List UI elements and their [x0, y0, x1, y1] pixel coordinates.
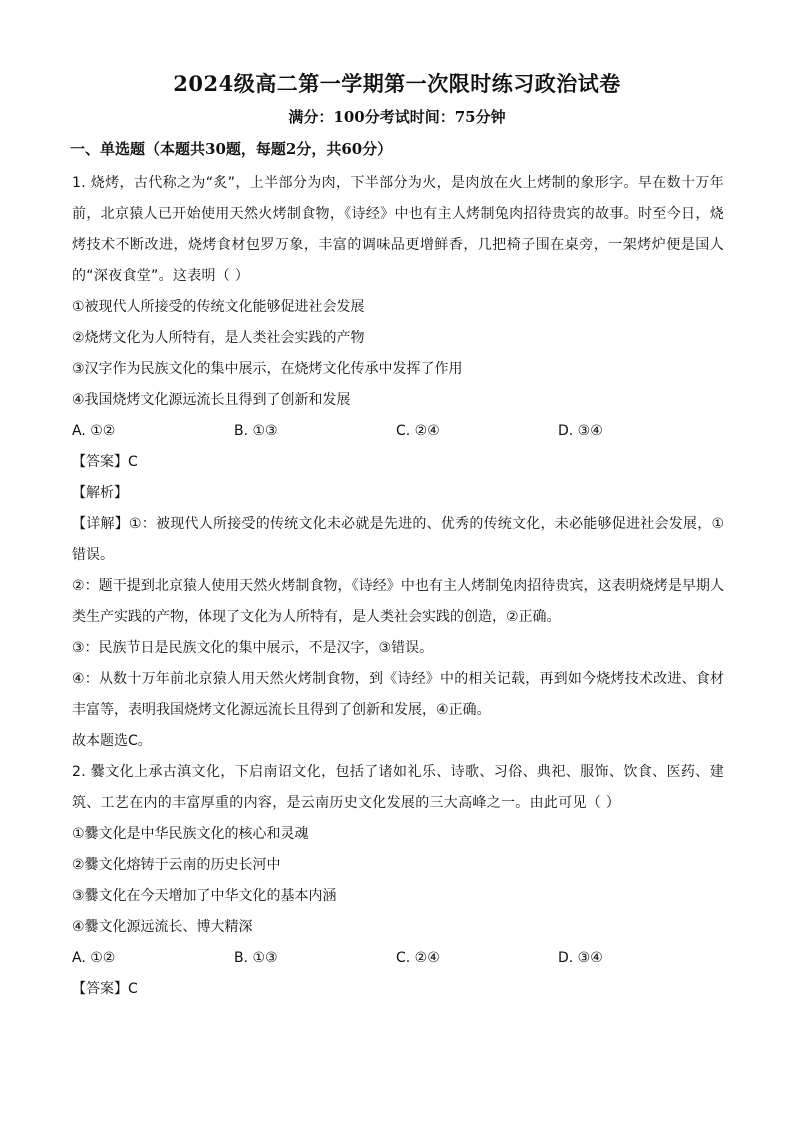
question-1-option-c: C. ②④ — [396, 423, 440, 439]
question-2-item-3: ③爨文化在今天增加了中华文化的基本内涵 — [72, 888, 337, 904]
answer-label: 【答案】 — [72, 981, 128, 997]
question-1-option-b: B. ①③ — [234, 423, 278, 439]
question-1-options — [72, 416, 724, 447]
question-1-detail-4: ④：从数十万年前北京猿人用天然火烤制食物，到《诗经》中的相关记载，再到如今烧烤技术改进、食材丰富等，表明我国烧烤文化源远流长且得到了创新和发展，④正确。 — [72, 671, 724, 718]
question-1-option-a: A. ①② — [72, 423, 116, 439]
answer-value: C — [128, 454, 138, 470]
question-1-detail-1 — [72, 509, 724, 571]
answer-label: 【答案】 — [72, 454, 128, 470]
question-2-stem: 2. 爨文化上承古滇文化，下启南诏文化，包括了诸如礼乐、诗歌、习俗、典祀、服饰、饮食、医药、建筑、工艺在内的丰富厚重的内容，是云南历史文化发展的三大高峰之一。由此可见（ ） — [72, 764, 724, 811]
detail-label: 【详解】 — [72, 516, 129, 532]
answer-value: C — [128, 981, 138, 997]
question-1-conclusion: 故本题选C。 — [72, 733, 152, 749]
question-2-options — [72, 943, 724, 974]
question-2-item-2: ②爨文化熔铸于云南的历史长河中 — [72, 857, 281, 873]
question-1-stem: 1. 烧烤，古代称之为“炙”，上半部分为肉，下半部分为火，是肉放在火上烤制的象形字。早在数十万年前，北京猿人已开始使用天然火烤制食物，《诗经》中也有主人烤制兔肉招待贵宾的故事。时至今日，烧烤技术不断改进，烧烤食材包罗万象，丰富的调味品更增鲜香，几把椅子围在桌旁，一架烤炉便是国人的“深夜食堂”。这表明（ ） — [72, 175, 724, 284]
question-1-analysis-label: 【解析】 — [72, 485, 128, 501]
question-1-item-2: ②烧烤文化为人所特有，是人类社会实践的产物 — [72, 330, 365, 346]
question-1-detail-2: ②：题干提到北京猿人使用天然火烤制食物，《诗经》中也有主人烤制兔肉招待贵宾，这表明烧烤是早期人类生产实践的产物，体现了文化为人所特有，是人类社会实践的创造，②正确。 — [72, 578, 724, 625]
question-2-option-a: A. ①② — [72, 950, 116, 966]
question-2-option-c: C. ②④ — [396, 950, 440, 966]
question-2-answer — [72, 974, 724, 1005]
question-1-detail-3: ③：民族节日是民族文化的集中展示，不是汉字，③错误。 — [72, 640, 434, 656]
detail-text: ①：被现代人所接受的传统文化未必就是先进的、优秀的传统文化，未必能够促进社会发展，①错误。 — [72, 516, 724, 563]
question-1-item-4: ④我国烧烤文化源远流长且得到了创新和发展 — [72, 392, 351, 408]
question-1-answer — [72, 447, 724, 478]
question-2-item-1: ①爨文化是中华民族文化的核心和灵魂 — [72, 826, 309, 842]
question-2-option-d: D. ③④ — [558, 950, 603, 966]
question-content — [72, 168, 724, 1005]
question-2-item-4: ④爨文化源远流长、博大精深 — [72, 919, 253, 935]
question-1-item-3: ③汉字作为民族文化的集中展示，在烧烤文化传承中发挥了作用 — [72, 361, 463, 377]
question-1-item-1: ①被现代人所接受的传统文化能够促进社会发展 — [72, 299, 365, 315]
question-1-option-d: D. ③④ — [558, 423, 603, 439]
section-heading: 一、单选题（本题共30题，每题2分，共60分） — [70, 140, 393, 158]
exam-subtitle: 满分：100分考试时间：75分钟 — [288, 108, 506, 126]
exam-title: 2024级高二第一学期第一次限时练习政治试卷 — [173, 71, 621, 96]
question-2-option-b: B. ①③ — [234, 950, 278, 966]
